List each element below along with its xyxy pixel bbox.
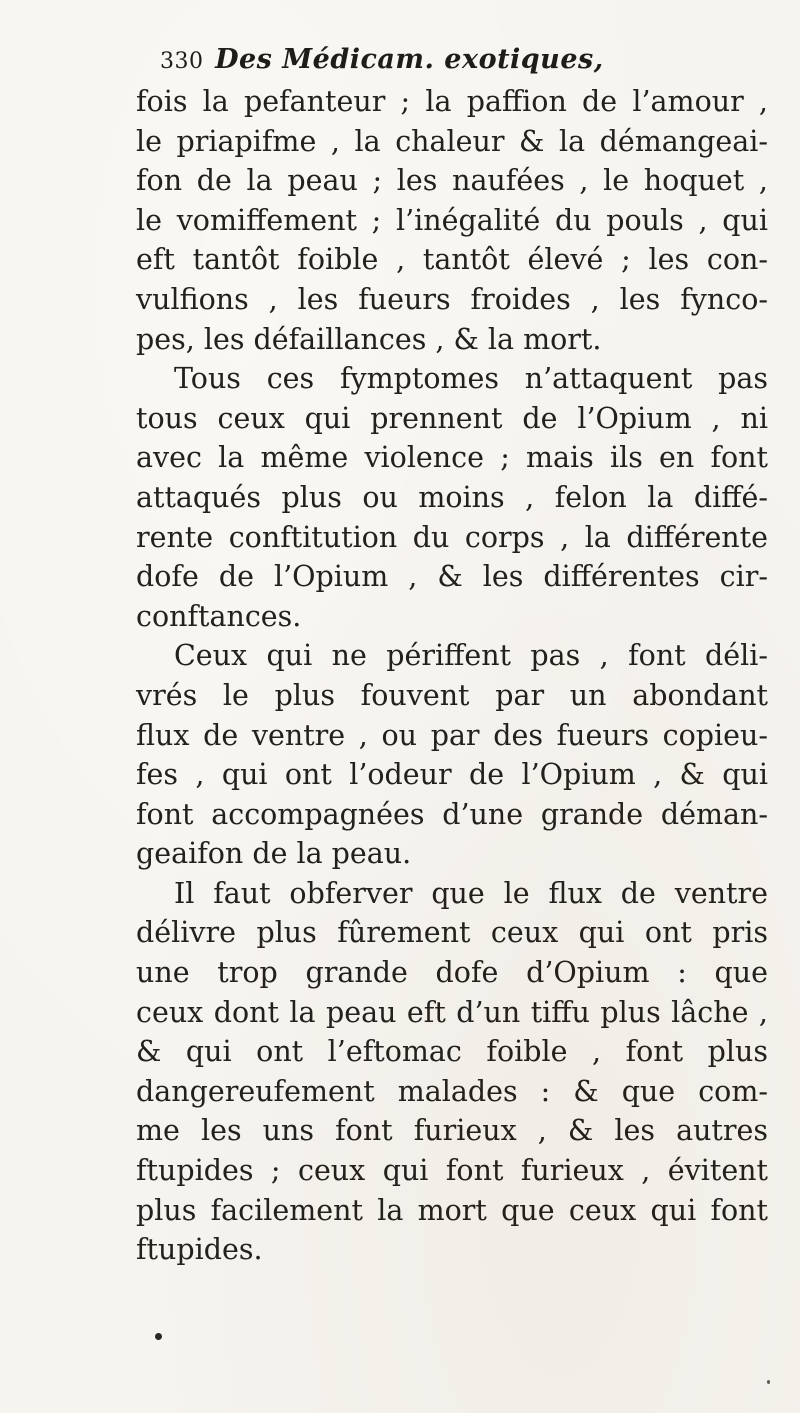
text-line: rente conftitution du corps , la différente [136, 520, 768, 554]
paragraph-start-line: Tous ces fymptomes n’attaquent pas [174, 362, 768, 396]
text-line: fois la pefanteur ; la paffion de l’amour , [136, 85, 768, 118]
text-line: dofe de l’Opium , & les différentes cir- [136, 560, 768, 594]
text-line: le priapifme , la chaleur & la démangeai- [136, 124, 768, 158]
text-line: le vomiffement ; l’inégalité du pouls , qui [136, 203, 768, 237]
text-line: plus facilement la mort que ceux qui font [136, 1193, 768, 1227]
paragraph-start-line: Ceux qui ne périffent pas , font déli- [174, 639, 768, 673]
text-line: font accompagnées d’une grande déman- [136, 797, 768, 831]
text-line: me les uns font furieux , & les autres [136, 1114, 768, 1148]
ink-speck [767, 1380, 770, 1384]
text-line: attaqués plus ou moins , felon la diffé- [136, 480, 768, 514]
ink-blot [155, 1333, 162, 1340]
page-number: 330 [160, 49, 204, 74]
paragraph-end-line: ftupides. [136, 1233, 263, 1267]
text-line: fon de la peau ; les naufées , le hoquet , [136, 164, 768, 198]
text-line: tous ceux qui prennent de l’Opium , ni [136, 401, 768, 435]
text-line: fes , qui ont l’odeur de l’Opium , & qui [136, 758, 768, 792]
page-header [160, 44, 760, 84]
text-line: vrés le plus fouvent par un abondant [136, 678, 768, 712]
paragraph-end-line: geaifon de la peau. [136, 837, 412, 871]
paragraph-end-line: conftances. [136, 599, 302, 633]
running-title: Des Médicam. exotiques, [215, 44, 604, 75]
text-line: ceux dont la peau eft d’un tiffu plus lâche , [136, 995, 768, 1029]
text-line: eft tantôt foible , tantôt élevé ; les con- [136, 243, 768, 277]
text-line: vulfions , les fueurs froides , les fynco- [136, 282, 768, 316]
body-text [136, 82, 768, 1270]
text-line: flux de ventre , ou par des fueurs copieu- [136, 718, 768, 752]
paragraph-end-line: pes, les défaillances , & la mort. [136, 322, 602, 356]
text-line: dangereufement malades : & que com- [136, 1074, 768, 1108]
text-line: une trop grande dofe d’Opium : que [136, 956, 768, 990]
paragraph-start-line: Il faut obferver que le flux de ventre [174, 876, 768, 910]
text-line: délivre plus fûrement ceux qui ont pris [136, 916, 768, 950]
text-line: ftupides ; ceux qui font furieux , évitent [136, 1154, 768, 1188]
text-line: avec la même violence ; mais ils en font [136, 441, 768, 475]
text-line: & qui ont l’eftomac foible , font plus [136, 1035, 768, 1069]
